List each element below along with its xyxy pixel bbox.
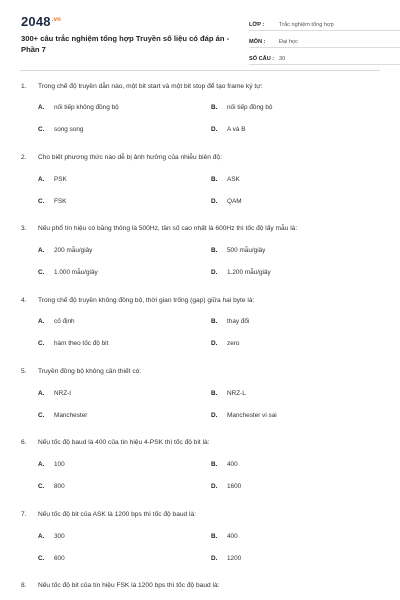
option-text: 400 <box>227 533 238 540</box>
option-a[interactable] <box>38 533 65 540</box>
logo-text: 2048 <box>21 14 51 29</box>
option-letter: D. <box>211 126 218 133</box>
option-text: 300 <box>54 533 65 540</box>
option-d[interactable] <box>211 340 239 347</box>
question-text <box>21 438 381 447</box>
option-letter: C. <box>38 340 45 347</box>
option-letter: B. <box>211 176 218 183</box>
option-c[interactable] <box>38 126 84 133</box>
question-text <box>21 82 381 91</box>
option-letter: A. <box>38 390 45 397</box>
option-text: zero <box>227 340 240 347</box>
option-a[interactable] <box>38 176 67 183</box>
option-letter: A. <box>38 247 45 254</box>
option-a[interactable] <box>38 461 65 468</box>
document-meta <box>249 17 400 68</box>
option-b[interactable] <box>211 533 238 540</box>
question-stem: Trong chế độ truyền dẫn nào, một bit start và một bit stop để tạo frame ký tự: <box>38 83 263 90</box>
option-text: NRZ-L <box>227 390 246 397</box>
option-letter: A. <box>38 318 45 325</box>
option-letter: A. <box>38 533 45 540</box>
option-text: thay đổi <box>227 318 250 325</box>
question-number: 4. <box>21 297 27 304</box>
option-text: QAM <box>227 198 242 205</box>
meta-value: Đại học <box>279 39 298 45</box>
question-7 <box>21 510 381 562</box>
question-text <box>21 510 381 519</box>
option-letter: D. <box>211 555 218 562</box>
option-text: Manchester <box>54 412 88 419</box>
question-text <box>21 224 381 233</box>
option-c[interactable] <box>38 340 108 347</box>
option-text: Manchester vi sai <box>227 412 277 419</box>
option-letter: C. <box>38 555 45 562</box>
option-b[interactable] <box>211 247 265 254</box>
question-stem: Trong chế độ truyền không đồng bộ, thời gian trống (gap) giữa hai byte là: <box>38 297 255 304</box>
option-text: 400 <box>227 461 238 468</box>
option-letter: B. <box>211 247 218 254</box>
option-letter: B. <box>211 104 218 111</box>
logo-tld: .vn <box>51 16 62 23</box>
option-letter: C. <box>38 483 45 490</box>
option-text: cố định <box>54 318 75 325</box>
question-4 <box>21 296 381 347</box>
option-c[interactable] <box>38 412 87 419</box>
option-text: 200 mẫu/giây <box>54 247 93 254</box>
meta-value: 30 <box>279 56 286 62</box>
option-text: 1.200 mẫu/giây <box>227 269 271 276</box>
meta-label: MÔN : <box>249 39 266 45</box>
option-b[interactable] <box>211 390 246 397</box>
site-logo[interactable] <box>21 14 61 29</box>
meta-row-class <box>249 17 400 31</box>
meta-row-count <box>249 51 400 65</box>
option-text: PSK <box>54 176 67 183</box>
meta-label: LỚP : <box>249 22 265 28</box>
option-letter: A. <box>38 461 45 468</box>
question-stem: Nếu tốc độ baud là 400 của tín hiệu 4-PSK thì tốc độ bit là: <box>38 439 210 446</box>
option-letter: C. <box>38 126 45 133</box>
option-letter: D. <box>211 198 218 205</box>
option-text: ASK <box>227 176 240 183</box>
option-text: song song <box>54 126 84 133</box>
option-letter: A. <box>38 104 45 111</box>
question-text <box>21 581 381 590</box>
option-text: nối tiếp không đồng bộ <box>54 104 119 111</box>
question-stem: Nếu tốc độ bit của tín hiệu FSK là 1200 bps thì tốc độ baud là: <box>38 582 220 589</box>
meta-label: SỐ CÂU : <box>249 56 275 62</box>
option-letter: A. <box>38 176 45 183</box>
question-3 <box>21 224 381 276</box>
option-letter: D. <box>211 483 218 490</box>
option-b[interactable] <box>211 461 238 468</box>
option-letter: D. <box>211 269 218 276</box>
document-title: 300+ câu trắc nghiệm tổng hợp Truyền số liệu có đáp án - Phần 7 <box>21 34 230 54</box>
question-stem: Cho biết phương thức nào dễ bị ảnh hưởng của nhiễu biên độ: <box>38 154 222 161</box>
option-b[interactable] <box>211 318 249 325</box>
option-text: 500 mẫu/giây <box>227 247 266 254</box>
option-text: FSK <box>54 198 67 205</box>
meta-row-subject <box>249 34 400 48</box>
option-a[interactable] <box>38 390 71 397</box>
question-1 <box>21 82 381 133</box>
option-letter: D. <box>211 412 218 419</box>
option-text: 800 <box>54 483 65 490</box>
question-stem: Nếu tốc độ bit của ASK là 1200 bps thì tốc độ baud là: <box>38 511 196 518</box>
option-b[interactable] <box>211 176 240 183</box>
option-letter: C. <box>38 269 45 276</box>
question-number: 6. <box>21 439 27 446</box>
header-divider <box>20 70 380 71</box>
question-2 <box>21 153 381 205</box>
question-number: 1. <box>21 83 27 90</box>
question-stem: Nếu phổ tín hiệu có băng thông là 500Hz, tần số cao nhất là 600Hz thì tốc độ lấy mẫu là: <box>38 225 298 232</box>
question-8 <box>21 581 381 590</box>
option-text: 600 <box>54 555 65 562</box>
question-text <box>21 367 381 376</box>
question-number: 2. <box>21 154 27 161</box>
option-d[interactable] <box>211 483 241 490</box>
option-a[interactable] <box>38 104 119 111</box>
option-text: nối tiếp đồng bộ <box>227 104 273 111</box>
option-letter: B. <box>211 318 218 325</box>
question-text <box>21 296 381 305</box>
option-b[interactable] <box>211 104 272 111</box>
option-d[interactable] <box>211 198 242 205</box>
option-a[interactable] <box>38 318 75 325</box>
option-text: A và B <box>227 126 246 133</box>
meta-value: Trắc nghiệm tổng hợp <box>279 22 334 28</box>
option-text: hàm theo tốc độ bit <box>54 340 109 347</box>
option-c[interactable] <box>38 483 65 490</box>
option-c[interactable] <box>38 198 66 205</box>
option-d[interactable] <box>211 126 245 133</box>
question-number: 5. <box>21 368 27 375</box>
question-5 <box>21 367 381 419</box>
option-c[interactable] <box>38 269 98 276</box>
question-stem: Truyền đồng bộ không cần thiết có: <box>38 368 142 375</box>
option-text: NRZ-I <box>54 390 72 397</box>
option-d[interactable] <box>211 269 271 276</box>
option-text: 1200 <box>227 555 242 562</box>
document-header <box>21 14 381 66</box>
option-letter: B. <box>211 461 218 468</box>
option-text: 1.000 mẫu/giây <box>54 269 98 276</box>
question-number: 3. <box>21 225 27 232</box>
question-number: 8. <box>21 582 27 589</box>
option-letter: B. <box>211 390 218 397</box>
option-text: 1600 <box>227 483 242 490</box>
option-c[interactable] <box>38 555 65 562</box>
question-6 <box>21 438 381 490</box>
question-text <box>21 153 381 162</box>
option-letter: C. <box>38 412 45 419</box>
option-letter: C. <box>38 198 45 205</box>
option-text: 100 <box>54 461 65 468</box>
option-letter: D. <box>211 340 218 347</box>
question-number: 7. <box>21 511 27 518</box>
option-d[interactable] <box>211 412 277 419</box>
option-a[interactable] <box>38 247 92 254</box>
option-letter: B. <box>211 533 218 540</box>
option-d[interactable] <box>211 555 241 562</box>
